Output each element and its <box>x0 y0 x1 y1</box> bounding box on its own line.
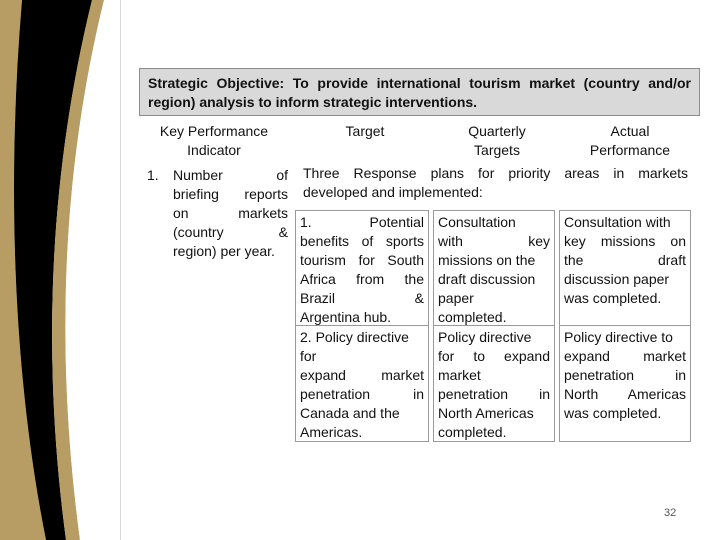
header-target <box>315 122 415 141</box>
cell-line: benefits of sports <box>300 233 424 250</box>
strategic-objective: Strategic Objective: To provide international tourism market (country and/or region) analysis to inform strategic interventions. <box>139 68 700 116</box>
cell-line: 1. Potential <box>300 214 424 230</box>
cell-line: was completed. <box>564 290 662 307</box>
cell-line: market <box>438 367 481 384</box>
sidebar-divider <box>120 0 121 540</box>
cell-line: completed. <box>438 309 507 326</box>
kpi-line: briefing reports <box>173 186 288 202</box>
row1-target-cell <box>295 210 429 326</box>
header-quarterly-line: Quarterly <box>468 123 526 139</box>
cell-line: Brazil & <box>300 290 424 307</box>
row2-quarterly-cell <box>433 325 555 442</box>
cell-line: tourism for South <box>300 252 424 269</box>
performance-table <box>139 116 700 442</box>
header-kpi <box>139 122 289 160</box>
cell-line: North Americas <box>438 405 534 422</box>
cell-line: paper <box>438 290 474 307</box>
intro-line: developed and implemented: <box>303 184 483 200</box>
cell-line: Policy directive to <box>564 329 673 345</box>
kpi-line: on markets <box>173 205 288 221</box>
cell-line: Consultation <box>438 214 516 230</box>
kpi-cell <box>147 166 288 261</box>
cell-line: North Americas <box>564 386 686 403</box>
cell-line: Argentina hub. <box>300 309 392 326</box>
cell-line: was completed. <box>564 405 662 422</box>
header-actual-line: Performance <box>589 142 671 158</box>
header-actual <box>574 122 686 160</box>
sidebar-swoosh-graphic <box>0 0 120 540</box>
page-number: 32 <box>664 507 677 519</box>
cell-line: the draft <box>564 252 686 269</box>
cell-line: penetration in <box>438 386 550 403</box>
kpi-line: Number of <box>173 167 288 183</box>
header-quarterly <box>437 122 557 160</box>
cell-line: key missions on <box>564 233 686 250</box>
cell-line: 2. Policy directive <box>300 329 409 345</box>
header-kpi-line: Key Performance <box>159 123 269 139</box>
row2-target-cell <box>295 325 429 442</box>
cell-line: expand market <box>564 348 686 365</box>
kpi-number: 1. <box>147 167 159 183</box>
cell-line: penetration in <box>564 367 686 384</box>
cell-line: Canada and the <box>300 405 400 422</box>
row2-actual-cell <box>559 325 691 442</box>
cell-line: Consultation with <box>564 214 671 230</box>
cell-line: expand market <box>300 367 424 384</box>
kpi-line: region) per year. <box>173 243 275 259</box>
decorative-sidebar <box>0 0 120 540</box>
target-intro <box>303 164 688 202</box>
kpi-line: (country & <box>173 224 288 240</box>
cell-line: penetration in <box>300 386 424 403</box>
cell-line: missions on the <box>438 252 536 269</box>
cell-line: discussion paper <box>564 271 670 288</box>
cell-line: for to expand <box>438 348 550 365</box>
kpi-text <box>173 166 288 261</box>
header-actual-line: Actual <box>610 123 650 139</box>
cell-line: completed. <box>438 424 507 441</box>
header-quarterly-line: Targets <box>474 142 520 158</box>
header-target-line: Target <box>345 123 385 139</box>
cell-line: Americas. <box>300 424 363 441</box>
intro-line: Three Response plans for priority areas in markets <box>303 165 688 181</box>
cell-line: for <box>300 348 317 365</box>
row1-quarterly-cell <box>433 210 555 326</box>
cell-line: Africa from the <box>300 271 424 288</box>
cell-line: draft discussion <box>438 271 536 288</box>
row1-actual-cell <box>559 210 691 326</box>
header-kpi-line: Indicator <box>187 142 241 158</box>
cell-line: Policy directive <box>438 329 532 345</box>
cell-line: with key <box>438 233 550 250</box>
